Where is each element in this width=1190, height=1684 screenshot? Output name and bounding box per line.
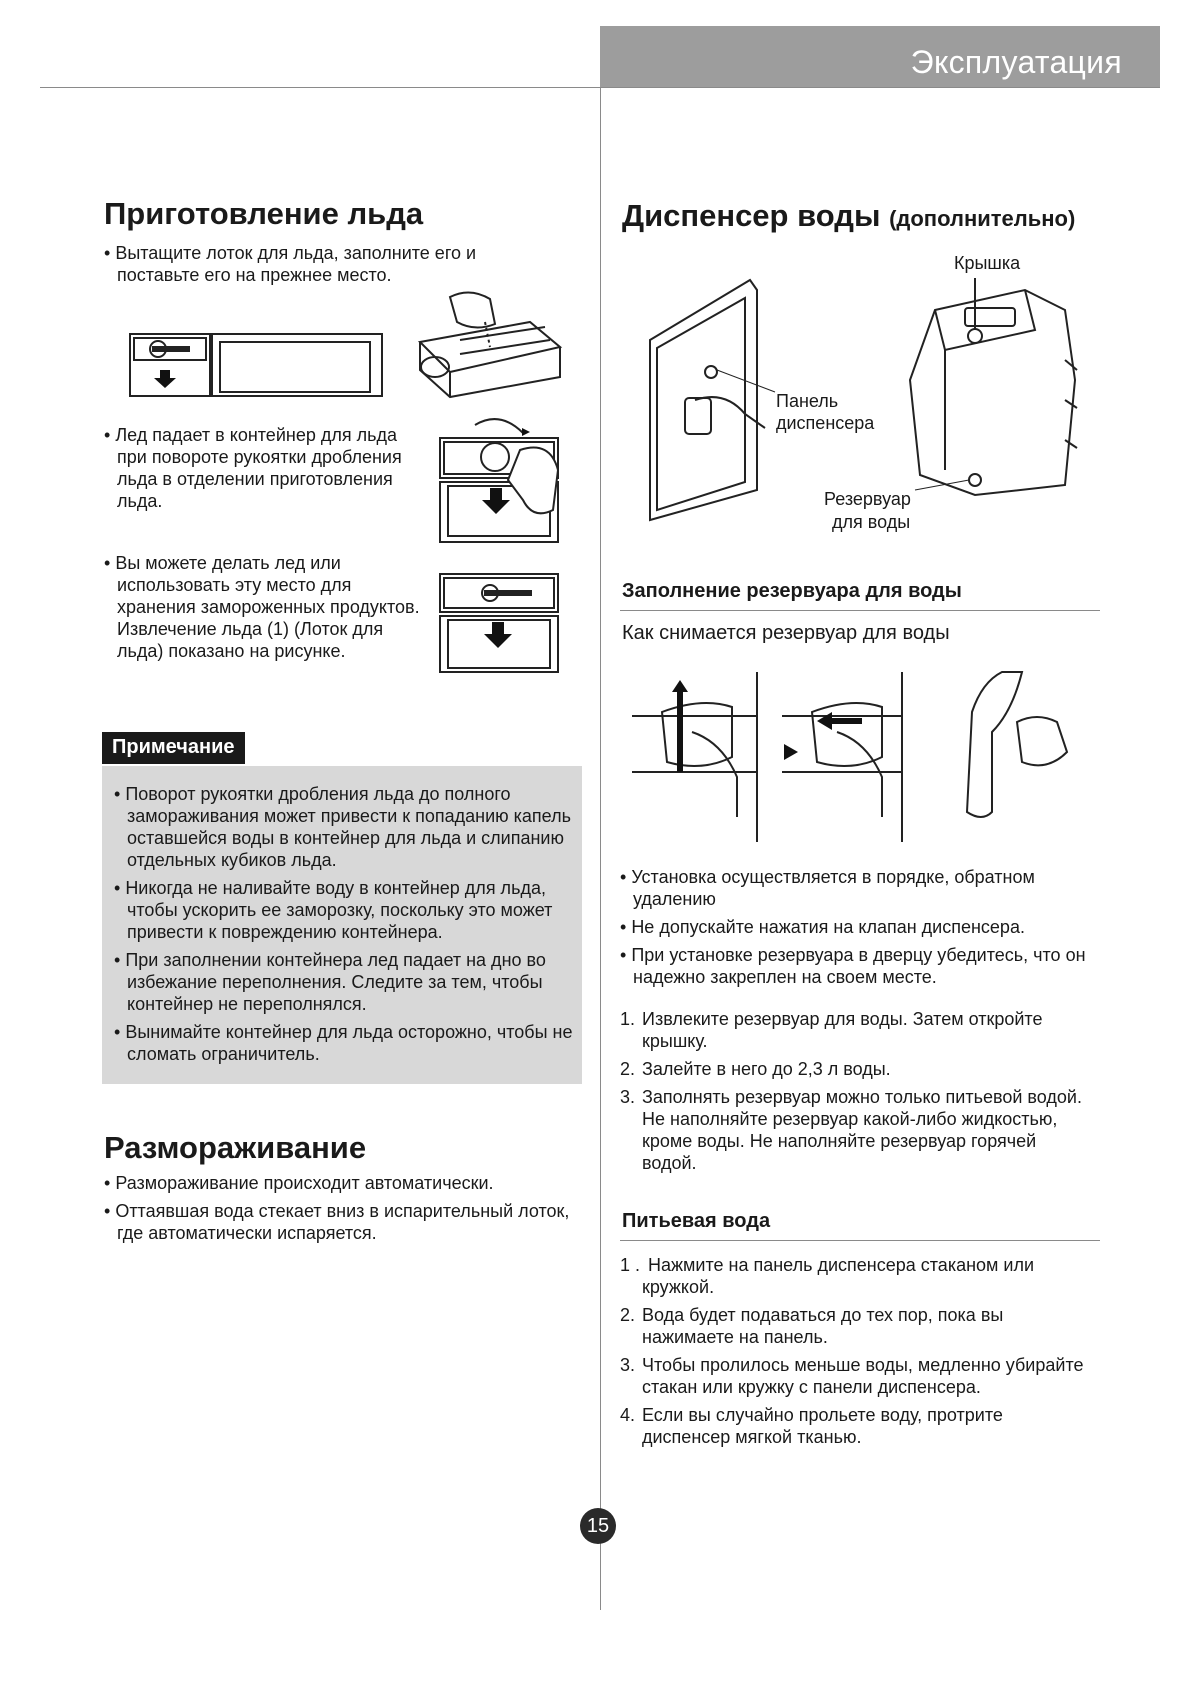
note-item: • Никогда не наливайте воду в контейнер для льда, чтобы ускорить ее заморозку, поскольку это может привести к повреждению контейнера. xyxy=(114,877,579,943)
label-cover: Крышка xyxy=(954,253,1021,273)
step-text: Вода будет подаваться до тех пор, пока вы нажимаете на панель. xyxy=(642,1305,1004,1347)
drinking-step xyxy=(620,1254,1090,1298)
step-text: Извлеките резервуар для воды. Затем откройте крышку. xyxy=(642,1009,1043,1051)
page-number: 15 xyxy=(580,1508,616,1544)
dispenser-title-main: Диспенсер воды xyxy=(622,198,881,233)
dispenser-title xyxy=(622,198,1075,234)
label-tank-line2: для воды xyxy=(832,512,911,532)
note-label: Примечание xyxy=(102,732,245,764)
drinking-step xyxy=(620,1354,1090,1398)
note-item: • Поворот рукоятки дробления льда до полного замораживания может привести к попаданию капель оставшейся воды в контейнер для льда и слипанию отдельных кубиков льда. xyxy=(114,783,579,871)
ice-making-title: Приготовление льда xyxy=(104,196,424,231)
dispenser-title-suffix: (дополнительно) xyxy=(889,206,1076,231)
ice-storage-illustration xyxy=(440,574,570,674)
step-number: 3. xyxy=(620,1355,636,1375)
defrost-item: • Размораживание происходит автоматически. xyxy=(104,1172,574,1194)
filling-steps xyxy=(620,1008,1090,1180)
step-text: Заполнять резервуар можно только питьевой водой. Не наполняйте резервуар какой-либо жидкостью, кроме воды. Не наполняйте резервуар горячей водой. xyxy=(642,1087,1082,1173)
defrost-list xyxy=(104,1172,574,1250)
drinking-step xyxy=(620,1304,1090,1348)
filling-heading: Заполнение резервуара для воды xyxy=(622,580,962,602)
drinking-steps xyxy=(620,1254,1090,1454)
drinking-heading-rule xyxy=(620,1240,1100,1241)
filling-step xyxy=(620,1008,1090,1052)
ice-paragraph-1: • Вытащите лоток для льда, заполните его и поставьте его на прежнее место. xyxy=(104,242,537,286)
filling-step xyxy=(620,1058,1090,1080)
step-number: 4. xyxy=(620,1405,636,1425)
ice-paragraph-2: • Лед падает в контейнер для льда при повороте рукоятки дробления льда в отделении приготовления льда. xyxy=(104,424,407,512)
tank-removal-illustration xyxy=(632,672,1082,852)
step-number: 1 . xyxy=(620,1255,641,1275)
ice-crusher-illustration xyxy=(440,420,570,550)
note-item: • Вынимайте контейнер для льда осторожно, чтобы не сломать ограничитель. xyxy=(114,1021,579,1065)
drinking-step xyxy=(620,1404,1090,1448)
ice-paragraph-3: • Вы можете делать лед или использовать эту место для хранения замороженных продуктов. Извлечение льда (1) (Лоток для льда) показано на рисунке. xyxy=(104,552,427,662)
step-number: 2. xyxy=(620,1059,636,1079)
page-section-title: Эксплуатация xyxy=(910,44,1122,80)
filling-heading-rule xyxy=(620,610,1100,611)
label-panel-line2: диспенсера xyxy=(776,413,875,433)
step-text: Залейте в него до 2,3 л воды. xyxy=(642,1059,891,1079)
label-tank-line1: Резервуар xyxy=(824,489,911,509)
filling-bullet: • Не допускайте нажатия на клапан диспенсера. xyxy=(620,916,1090,938)
ice-tray-illustration xyxy=(130,292,560,407)
step-text: Если вы случайно прольете воду, протрите диспенсер мягкой тканью. xyxy=(642,1405,1003,1447)
step-text: Чтобы пролилось меньше воды, медленно убирайте стакан или кружку с панели диспенсера. xyxy=(642,1355,1084,1397)
filling-bullet: • Установка осуществляется в порядке, обратном удалению xyxy=(620,866,1090,910)
filling-step xyxy=(620,1086,1090,1174)
step-number: 3. xyxy=(620,1087,636,1107)
step-text: Нажмите на панель диспенсера стаканом или кружкой. xyxy=(642,1255,1035,1297)
column-divider xyxy=(600,88,601,1610)
drinking-heading: Питьевая вода xyxy=(622,1210,771,1232)
filling-subheading: Как снимается резервуар для воды xyxy=(622,622,950,644)
step-number: 2. xyxy=(620,1305,636,1325)
defrost-title: Размораживание xyxy=(104,1130,367,1165)
step-number: 1. xyxy=(620,1009,636,1029)
filling-bullets xyxy=(620,866,1090,994)
filling-bullet: • При установке резервуара в дверцу убедитесь, что он надежно закреплен на своем месте. xyxy=(620,944,1090,988)
note-list xyxy=(114,783,579,1071)
note-item: • При заполнении контейнера лед падает на дно во избежание переполнения. Следите за тем, чтобы контейнер не переполнялся. xyxy=(114,949,579,1015)
defrost-item: • Оттаявшая вода стекает вниз в испарительный лоток, где автоматически испаряется. xyxy=(104,1200,574,1244)
label-panel-line1: Панель xyxy=(776,391,839,411)
